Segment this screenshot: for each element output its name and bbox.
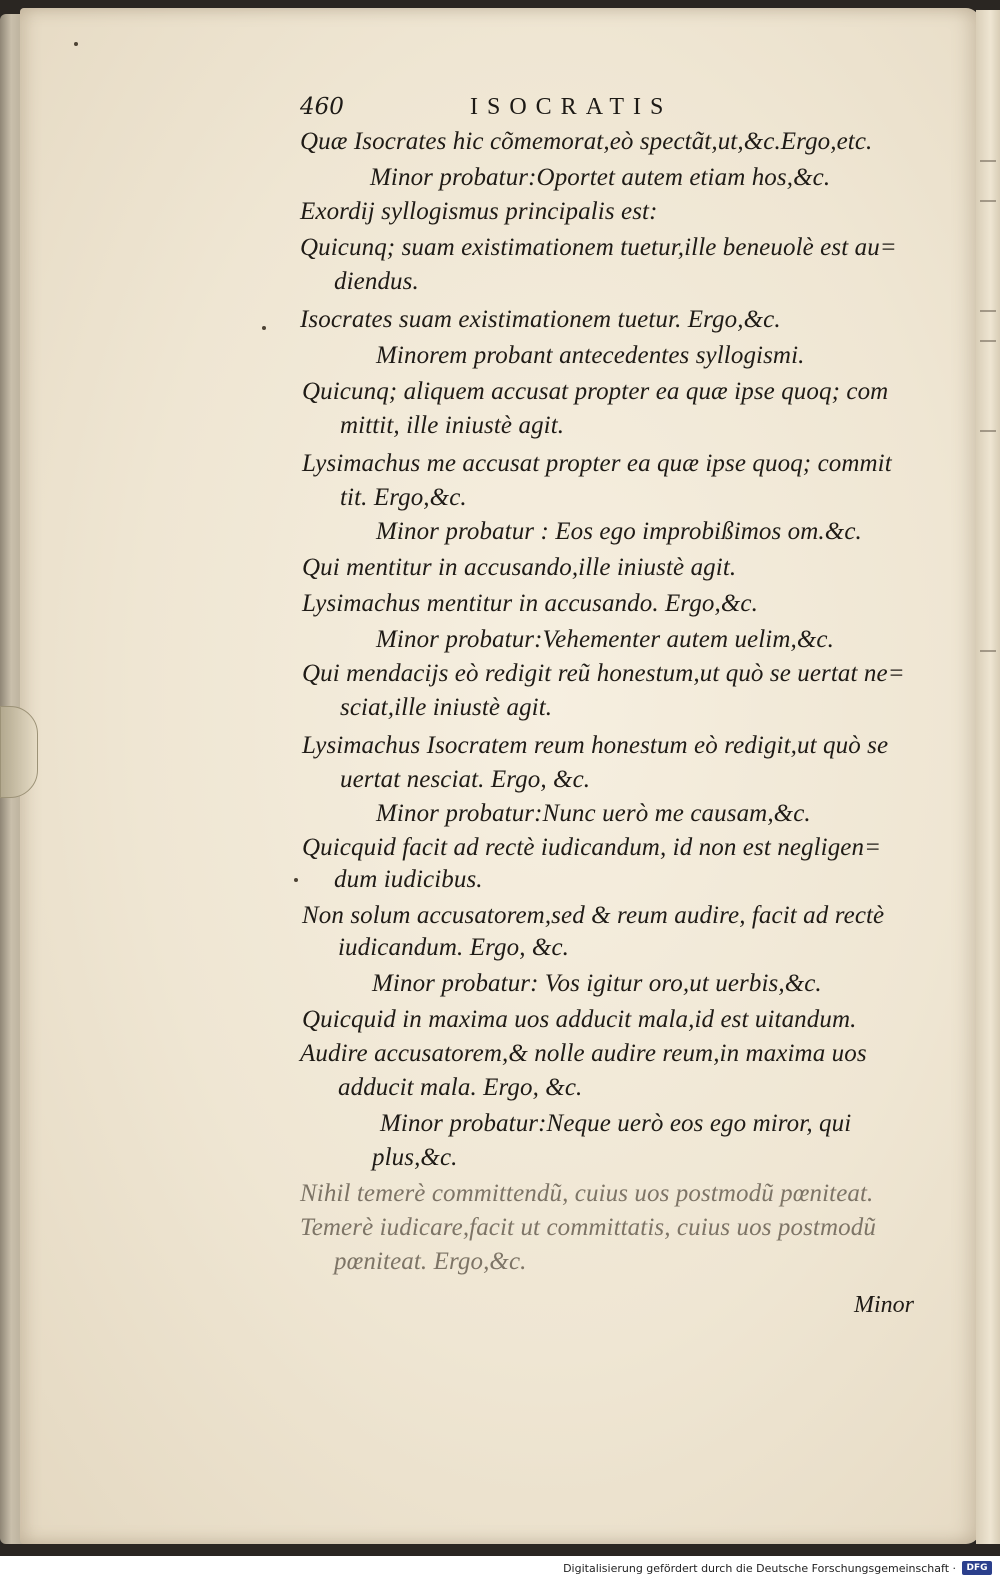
text-line: Quicunq; suam existimationem tuetur,ille beneuolè est au= <box>300 234 897 261</box>
text-line: Quicquid in maxima uos adducit mala,id est uitandum. <box>302 1006 857 1033</box>
ink-spot <box>74 42 78 46</box>
text-line: Qui mendacijs eò redigit reũ honestum,ut quò se uertat ne= <box>302 660 905 687</box>
text-line: Quæ Isocrates hic cõmemorat,eò spectãt,ut,&c.Ergo,etc. <box>300 128 873 155</box>
running-title: ISOCRATIS <box>470 94 673 120</box>
text-line: dum iudicibus. <box>334 866 483 893</box>
text-line: Minor probatur:Nunc uerò me causam,&c. <box>376 800 811 827</box>
page-clip <box>0 706 38 798</box>
ink-spot <box>262 326 266 330</box>
text-line: Minor probatur:Oportet autem etiam hos,&c. <box>370 164 831 191</box>
text-line: Lysimachus me accusat propter ea quæ ipse quoq; commit <box>302 450 892 477</box>
facing-page-edge <box>976 10 1000 1544</box>
text-line: Exordij syllogismus principalis est: <box>300 198 658 225</box>
text-line: Minor probatur:Neque uerò eos ego miror, qui <box>380 1110 852 1137</box>
text-line: sciat,ille iniustè agit. <box>340 694 553 721</box>
text-line: Minor probatur : Eos ego improbißimos om.&c. <box>376 518 862 545</box>
text-line: Lysimachus mentitur in accusando. Ergo,&c. <box>302 590 758 617</box>
text-line: diendus. <box>334 268 419 295</box>
text-line: Minor probatur:Vehementer autem uelim,&c. <box>376 626 834 653</box>
ink-spot <box>294 878 298 882</box>
text-line: uertat nesciat. Ergo, &c. <box>340 766 591 793</box>
dfg-logo: DFG <box>962 1561 992 1575</box>
text-line: plus,&c. <box>372 1144 458 1171</box>
text-line: mittit, ille iniustè agit. <box>340 412 565 439</box>
text-line: Nihil temerè committendũ, cuius uos postmodũ pœniteat. <box>300 1180 874 1207</box>
text-line: Temerè iudicare,facit ut committatis, cuius uos postmodũ <box>300 1214 876 1241</box>
catchword: Minor <box>854 1292 914 1318</box>
text-line: Audire accusatorem,& nolle audire reum,in maxima uos <box>300 1040 867 1067</box>
text-line: Non solum accusatorem,sed & reum audire, facit ad rectè <box>302 902 885 929</box>
text-line: tit. Ergo,&c. <box>340 484 467 511</box>
text-line: Quicquid facit ad rectè iudicandum, id non est negligen= <box>302 834 882 861</box>
text-line: Minor probatur: Vos igitur oro,ut uerbis,&c. <box>372 970 822 997</box>
text-line: Minorem probant antecedentes syllogismi. <box>376 342 805 369</box>
text-line: adducit mala. Ergo, &c. <box>338 1074 583 1101</box>
text-line: Isocrates suam existimationem tuetur. Ergo,&c. <box>300 306 781 333</box>
page-number: 460 <box>300 94 344 120</box>
text-line: iudicandum. Ergo, &c. <box>338 934 570 961</box>
running-head <box>300 94 780 130</box>
text-line: Lysimachus Isocratem reum honestum eò redigit,ut quò se <box>302 732 889 759</box>
text-line: pœniteat. Ergo,&c. <box>334 1248 527 1275</box>
text-line: Qui mentitur in accusando,ille iniustè agit. <box>302 554 737 581</box>
text-line: Quicunq; aliquem accusat propter ea quæ ipse quoq; com <box>302 378 889 405</box>
digitization-credit: Digitalisierung gefördert durch die Deutsche Forschungsgemeinschaft · <box>563 1562 956 1575</box>
